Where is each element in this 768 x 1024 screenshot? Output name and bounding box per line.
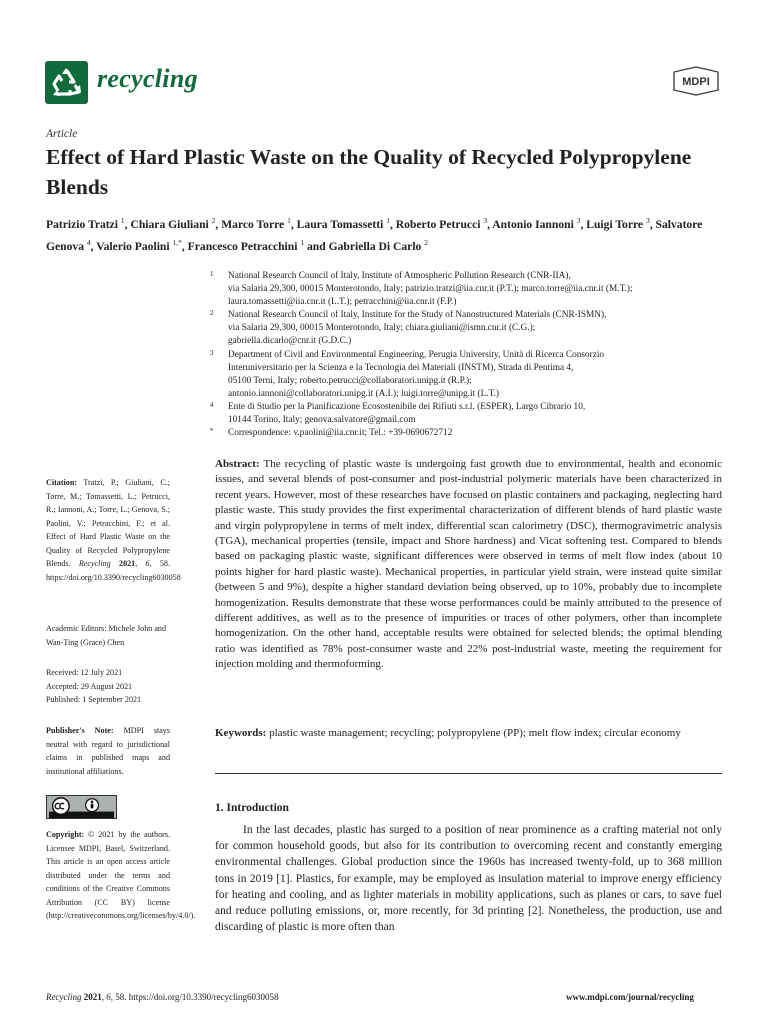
author-affiliation-mark: 1	[386, 216, 390, 225]
affiliation-item	[210, 270, 730, 309]
author-list: Patrizio Tratzi $^1$, Chiara Giuliani $^2$, Marco Torre $^1$, Laura Tomassetti $^1$, Roberto Petrucci $^3$, Antonio Iannoni $^3$, Luigi Torre $^3$, Salvatore Genova $^4$, Valerio Paolini $^{1,*}$, Francesco Petracchini $^1$ and Gabriella Di Carlo $^2$	[46, 216, 703, 253]
author-name: Antonio Iannoni	[492, 217, 574, 231]
affiliation-line: 10144 Torino, Italy; genova.salvatore@gmail.com	[228, 415, 416, 426]
abstract	[215, 457, 722, 673]
copyright-label: Copyright:	[46, 830, 85, 839]
affiliation-item	[210, 349, 730, 401]
affiliation-line: National Research Council of Italy, Institute of Atmospheric Pollution Research (CNR-IIA),	[228, 271, 571, 281]
citation-text: Tratzi, P.; Giuliani, C.; Torre, M.; Tomassetti, L.; Petrucci, R.; Iannoni, A.; Torre, L.; Genova, S.; Paolini, V.; Petracchini, F.; et al. Effect of Hard Plastic Waste on the Quality of Recycled Polypropylene Blends.	[46, 478, 170, 568]
affiliation-number: 3	[210, 348, 214, 357]
intro-paragraph: In the last decades, plastic has surged to a position of near prominence as a crafting material not only for common household goods, but also for its contribution to overcoming recent and constantly emerging environmental challenges. Global production since the 1960s has increased twenty-fold, up to 368 million tons in 2019 [1]. Plastics, for example, may be employed as insulation material to improve energy efficiency for heating and cooling, and as lighter materials in mobility applications, such as planes or cars, to save fuel and reduce polluting emissions, or, more recently, for 3d printing [2]. Nonetheless, the production, use and discarding of plastic is more often than	[215, 824, 722, 934]
affiliation-item	[210, 401, 730, 427]
section-divider	[215, 773, 722, 774]
author-affiliation-mark: 4	[86, 237, 91, 247]
affiliation-number: *	[210, 427, 214, 436]
keywords	[215, 726, 722, 741]
author-affiliation-mark: 1,*	[172, 237, 182, 247]
affiliation-line: laura.tomassetti@iia.cnr.it (L.T.); petracchini@iia.cnr.it (F.P.)	[228, 297, 457, 308]
affiliation-line: Ente di Studio per la Pianificazione Ecosostenibile dei Rifiuti s.r.l. (ESPER), Largo Cibrario 10,	[228, 401, 586, 412]
author-name: Roberto Petrucci	[395, 217, 481, 231]
publisher-note	[46, 724, 170, 778]
author-name: Patrizio Tratzi	[46, 217, 119, 231]
footer-year: 2021	[83, 992, 102, 1002]
affiliation-item	[210, 427, 730, 440]
journal-name: recycling	[97, 64, 198, 93]
article-type: Article	[46, 128, 78, 140]
abstract-text: The recycling of plastic waste is undergoing fast growth due to environmental, health and economic issues, and several blends of post-consumer and post-industrial polymeric materials have been characterized in recent years. However, most of these researches have focused on plastic containers and packaging, neglecting hard plastic waste. This study provides the first experimental characterization of different blends of hard plastic waste and virgin polypropylene in terms of melt index, differential scan calorimetry (DSC), thermogravimetric analysis (TGA), mechanical properties (tensile, impact and Shore hardness) and Vicat softening test. Compared to blends based on packaging plastic waste, significant differences were observed in terms of melt flow index (about 10 points higher for hard plastic waste). Mechanical properties, in particular yield strain, were instead quite similar (between 5 and 9%), despite a higher standard deviation being observed, up to 10%, probably due to incomplete homogenization. Results demonstrate that these worse performances could be mainly attributed to the presence of different additives, as well as to the presence of impurities or traces of other polymers, other than incomplete homogenization. On the other hand, acceptable results were obtained for selected blends; the optimal blending ratio was identified as 78% post-consumer waste and 22% post-industrial waste, meeting the requirement for injection molding and thermoforming.	[215, 458, 722, 671]
author-name: Laura Tomassetti	[296, 217, 384, 231]
author-name: Gabriella Di Carlo	[328, 239, 422, 253]
author-affiliation-mark: 2	[424, 237, 429, 247]
affiliation-number: 1	[210, 270, 214, 278]
citation-block: Citation: Tratzi, P.; Giuliani, C.; Torre, M.; Tomassetti, L.; Petrucci, R.; Iannoni, A.; Torre, L.; Genova, S.; Paolini, V.; Petracchini, F.; et al. Effect of Hard Plastic Waste on the Quality of Recycled Polypropylene Blends. Recycling 2021, 6, 58. https://doi.org/10.3390/recycling6030058	[46, 478, 181, 582]
svg-text:MDPI: MDPI	[682, 76, 710, 88]
affiliation-item	[210, 309, 730, 348]
publisher-note-label: Publisher's Note:	[46, 726, 114, 735]
author-affiliation-mark: 1	[287, 216, 291, 225]
author-name: Valerio Paolini	[96, 239, 170, 253]
author-affiliation-mark: 2	[211, 216, 216, 225]
copyright-text: © 2021 by the authors. Licensee MDPI, Basel, Switzerland. This article is an open access article distributed under the terms and conditions of the Creative Commons Attribution (CC BY) license (http://creativecommons.org/licenses/by/4.0/).	[46, 830, 196, 920]
affiliation-line: antonio.iannoni@collaboratori.unipg.it (A.I.); luigi.torre@unipg.it (L.T.)	[228, 388, 500, 399]
keywords-text: plastic waste management; recycling; polypropylene (PP); melt flow index; circular economy	[269, 727, 681, 739]
author-affiliation-mark: 3	[645, 216, 650, 225]
citation-label: Citation:	[46, 478, 78, 487]
affiliation-line: National Research Council of Italy, Institute for the Study of Nanostructured Materials (CNR-ISMN),	[228, 310, 607, 321]
author-name: Chiara Giuliani	[130, 217, 209, 231]
citation-volume: 6	[145, 559, 150, 568]
accepted-date: Accepted: 29 August 2021	[46, 681, 133, 691]
journal-logo-icon	[45, 61, 88, 104]
affiliation-line: via Salaria 29,300, 00015 Monterotondo, Italy; chiara.giuliani@ismn.cnr.it (C.G.);	[228, 323, 536, 334]
footer-doi[interactable]: , 58. https://doi.org/10.3390/recycling6030058	[110, 992, 279, 1002]
author-name: Luigi Torre	[586, 217, 644, 231]
author-name: Francesco Petracchini	[187, 239, 298, 253]
publisher-note-text: MDPI stays neutral with regard to jurisdictional claims in published maps and institutional affiliations.	[46, 726, 171, 776]
footer-journal-url[interactable]: www.mdpi.com/journal/recycling	[566, 992, 694, 1002]
keywords-label: Keywords:	[215, 727, 267, 739]
published-date: Published: 1 September 2021	[46, 695, 142, 704]
author-name: Marco Torre	[221, 217, 285, 231]
footer-citation: Recycling 2021, 6, 58. https://doi.org/10.3390/recycling6030058	[46, 992, 279, 1002]
affiliation-line: 05100 Terni, Italy; roberto.petrucci@collaboratori.unipg.it (R.P.);	[228, 375, 472, 386]
author-affiliation-mark: 1	[300, 237, 305, 247]
affiliation-number: 2	[210, 309, 214, 318]
cc-by-license-icon[interactable]	[46, 795, 117, 819]
received-date: Received: 12 July 2021	[46, 668, 123, 677]
citation-journal: Recycling	[78, 559, 111, 568]
author-affiliation-mark: 1	[120, 216, 125, 225]
affiliation-line: via Salaria 29,300, 00015 Monterotondo, Italy; patrizio.tratzi@iia.cnr.it (P.T.); marco.torre@iia.cnr.it (M.T.);	[228, 284, 633, 295]
paper-title: Effect of Hard Plastic Waste on the Quality of Recycled Polypropylene Blends	[46, 145, 692, 199]
footer-volume: 6	[106, 992, 111, 1002]
author-name: Salvatore Genova	[46, 217, 703, 253]
dates-block	[46, 666, 170, 707]
citation-doi[interactable]: , 58. https://doi.org/10.3390/recycling6030058	[46, 559, 181, 582]
affiliation-line: Department of Civil and Environmental Engineering, Perugia University, Unità di Ricerca Consorzio	[228, 349, 605, 360]
affiliation-number: 4	[210, 400, 214, 409]
copyright-block	[46, 828, 196, 923]
section-heading: 1. Introduction	[215, 802, 289, 814]
academic-editors: Academic Editors: Michele John and Wan-Ting (Grace) Chen	[46, 624, 167, 647]
affiliation-line: gabriella.dicarlo@cnr.it (G.D.C.)	[228, 336, 352, 347]
abstract-label: Abstract:	[215, 458, 260, 470]
author-affiliation-mark: 3	[483, 216, 488, 225]
citation-year: 2021	[119, 559, 136, 568]
affiliations	[210, 270, 730, 440]
author-affiliation-mark: 3	[576, 216, 581, 225]
affiliation-line: Correspondence: v.paolini@iia.cnr.it; Tel.: +39-0690672712	[228, 428, 453, 439]
footer-journal: Recycling	[46, 992, 82, 1002]
mdpi-logo-icon	[670, 66, 722, 96]
affiliation-line: Interuniversitario per la Scienza e la Tecnologia dei Materiali (INSTM), Strada di Pentima 4,	[228, 362, 574, 373]
